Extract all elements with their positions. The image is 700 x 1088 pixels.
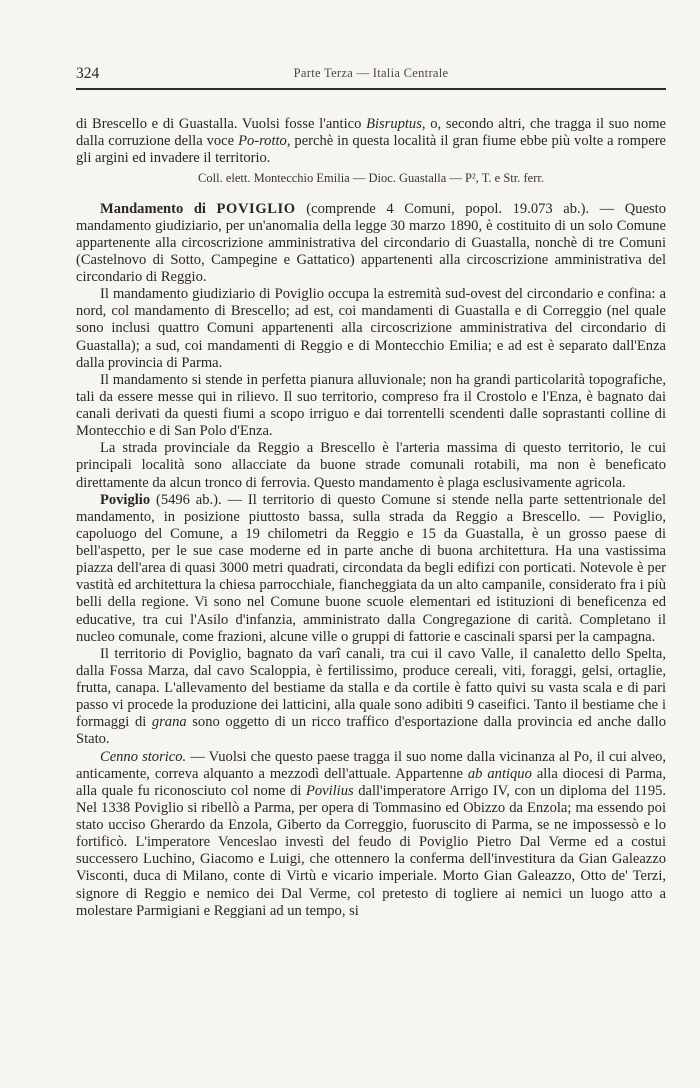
page-body [76,116,666,920]
italic-term: ab antiquo [467,765,532,782]
subsection-heading: Cenno storico. [100,748,187,765]
italic-term: Po-rotto [238,133,287,150]
text-run: , perchè in questa località il gran fiume ebbe più volte a rompere gli argini ed invadere il territorio. [76,133,666,167]
text-run: Il territorio di Poviglio, bagnato da varî canali, tra cui il cavo Valle, il canaletto dello Spelta, dalla Fossa Marza, dal cavo Scaloppia, è fertilissimo, produce cereali, viti, foraggi, gelsi, ortaglie, frutta, canapa. L'allevamento del bestiame da stalla e da cortile è fatto quivi su vasta scala e di pari passo vi procede la produzione dei latticini, alla quale sono adibiti 9 caseifici. Tanto il bestiame che i formaggi di [76,645,666,731]
text-run: — Vuolsi che questo paese tragga il suo nome dalla vicinanza al Po, il cui alveo, anticamente, correva alquanto a mezzodì dell'attuale. Appartenne [76,748,666,782]
mandamento-paragraph-1 [76,201,666,287]
text-run: dall'imperatore Arrigo IV, con un diploma del 1195. Nel 1338 Poviglio si ribellò a Parma, per opera di Tommasino ed Obizzo da Enzola; ma essendo poi stato ucciso Gherardo da Enzola, Giberto da Correggio, fuoruscito di Parma, se ne impossessò e lo fortificò. L'imperatore Venceslao investì del feudo di Poviglio Pietro Dal Verme ed a costui successero Luchino, Giacomo e Luigi, che ottennero la conferma dell'investitura da Gian Galeazzo Visconti, duca di Milano, conte di Virtù e vicario imperiale. Morto Gian Galeazzo, Otto de' Terzi, signore di Reggio e nemico dei Dal Verme, col pretesto di togliere ai nemici un luogo atto a molestare Parmigiani e Reggiani ad un tempo, si [76,782,667,919]
italic-term: Bisruptus [366,116,422,132]
italic-term: Povilius [305,782,354,799]
text-run: (comprende 4 Comuni, popol. 19.073 ab.). — Questo mandamento giudiziario, per un'anomalia della legge 30 marzo 1890, è costituito di un solo Comune appartenente alla circoscrizione amministrativa del circondario di Guastalla, nonchè di tre Comuni (Castelnovo di Sotto, Campegine e Gattatico) appartenenti alla circoscrizione amministrativa del circondario di Reggio. [76,200,667,285]
collegio-note: Coll. elett. Montecchio Emilia — Dioc. Guastalla — P², T. e Str. ferr. [198,171,544,186]
section-heading-prefix: Mandamento di [100,200,217,217]
text-run: sono oggetto di un ricco traffico d'esportazione dalla provincia ed anche dallo Stato. [76,714,666,748]
text-run: alla diocesi di Parma, alla quale fu riconosciuto col nome di [76,765,666,799]
text-run: (5496 ab.). — Il territorio di questo Comune si stende nella parte settentrionale del mandamento, in posizione piuttosto bassa, sulla strada da Reggio a Brescello. — Poviglio, capoluogo del Comune, a 19 chilometri da Reggio e 15 da Guastalla, è un grosso paese di bell'aspetto, per le sue case moderne ed in parte anche di buona architettura. Ha una vastissima piazza dell'area di quasi 3000 metri quadrati, circondata da begli edifizi con porticati. Notevole è per vastità ed architettura la chiesa parrocchiale, fiancheggiata da un alto campanile, considerato fra i più belli della regione. Vi sono nel Comune buone scuole elementari ed istituzioni di beneficenza ed educative, tra cui l'Asilo d'infanzia, amministrato dalla Congregazione di carità. Completano il nucleo comunale, come frazioni, alcune ville o gruppi di fattorie e cascinali sparsi per la campagna. [76,491,666,645]
mandamento-paragraph-4: La strada provinciale da Reggio a Brescello è l'arteria massima di questo territorio, le cui principali località sono allacciate da buone strade comunali rotabili, ma non è beneficato direttamente da alcun tronco di ferrovia. Questo mandamento è plaga esclusivamente agricola. [76,440,666,491]
page-header [76,58,666,90]
intro-paragraph [76,116,666,167]
mandamento-paragraph-3: Il mandamento si stende in perfetta pianura alluvionale; non ha grandi particolarità topografiche, tali da essere messe qui in rilievo. Il suo territorio, compreso fra il Crostolo e l'Enza, è bagnato dai canali derivati da questi fiumi a scopo irriguo e dai torrentelli scendenti dalle soprastanti colline di Montecchio e di San Polo d'Enza. [76,371,666,440]
storia-paragraph [76,749,666,920]
comune-heading: Poviglio [100,491,151,508]
page-number: 324 [76,65,100,82]
italic-term: grana [151,714,187,731]
text-run: di Brescello e di Guastalla. Vuolsi fosse l'antico [76,116,367,132]
section-heading-name: POVIGLIO [216,200,296,217]
poviglio-paragraph-2 [76,646,666,749]
poviglio-paragraph-1 [76,492,666,646]
running-title: Parte Terza — Italia Centrale [293,66,449,80]
text-run: , o, secondo altri, che tragga il suo nome dalla corruzione della voce [76,116,666,150]
mandamento-paragraph-2: Il mandamento giudiziario di Poviglio occupa la estremità sud-ovest del circondario e confina: a nord, col mandamento di Brescello; ad est, coi mandamenti di Guastalla e di Correggio (nel quale sono inclusi quattro Comuni appartenenti alla circoscrizione amministrativa del circondario di Guastalla); a sud, coi mandamenti di Reggio e di Montecchio Emilia; e ad est è separato dall'Enza dalla provincia di Parma. [76,286,666,371]
